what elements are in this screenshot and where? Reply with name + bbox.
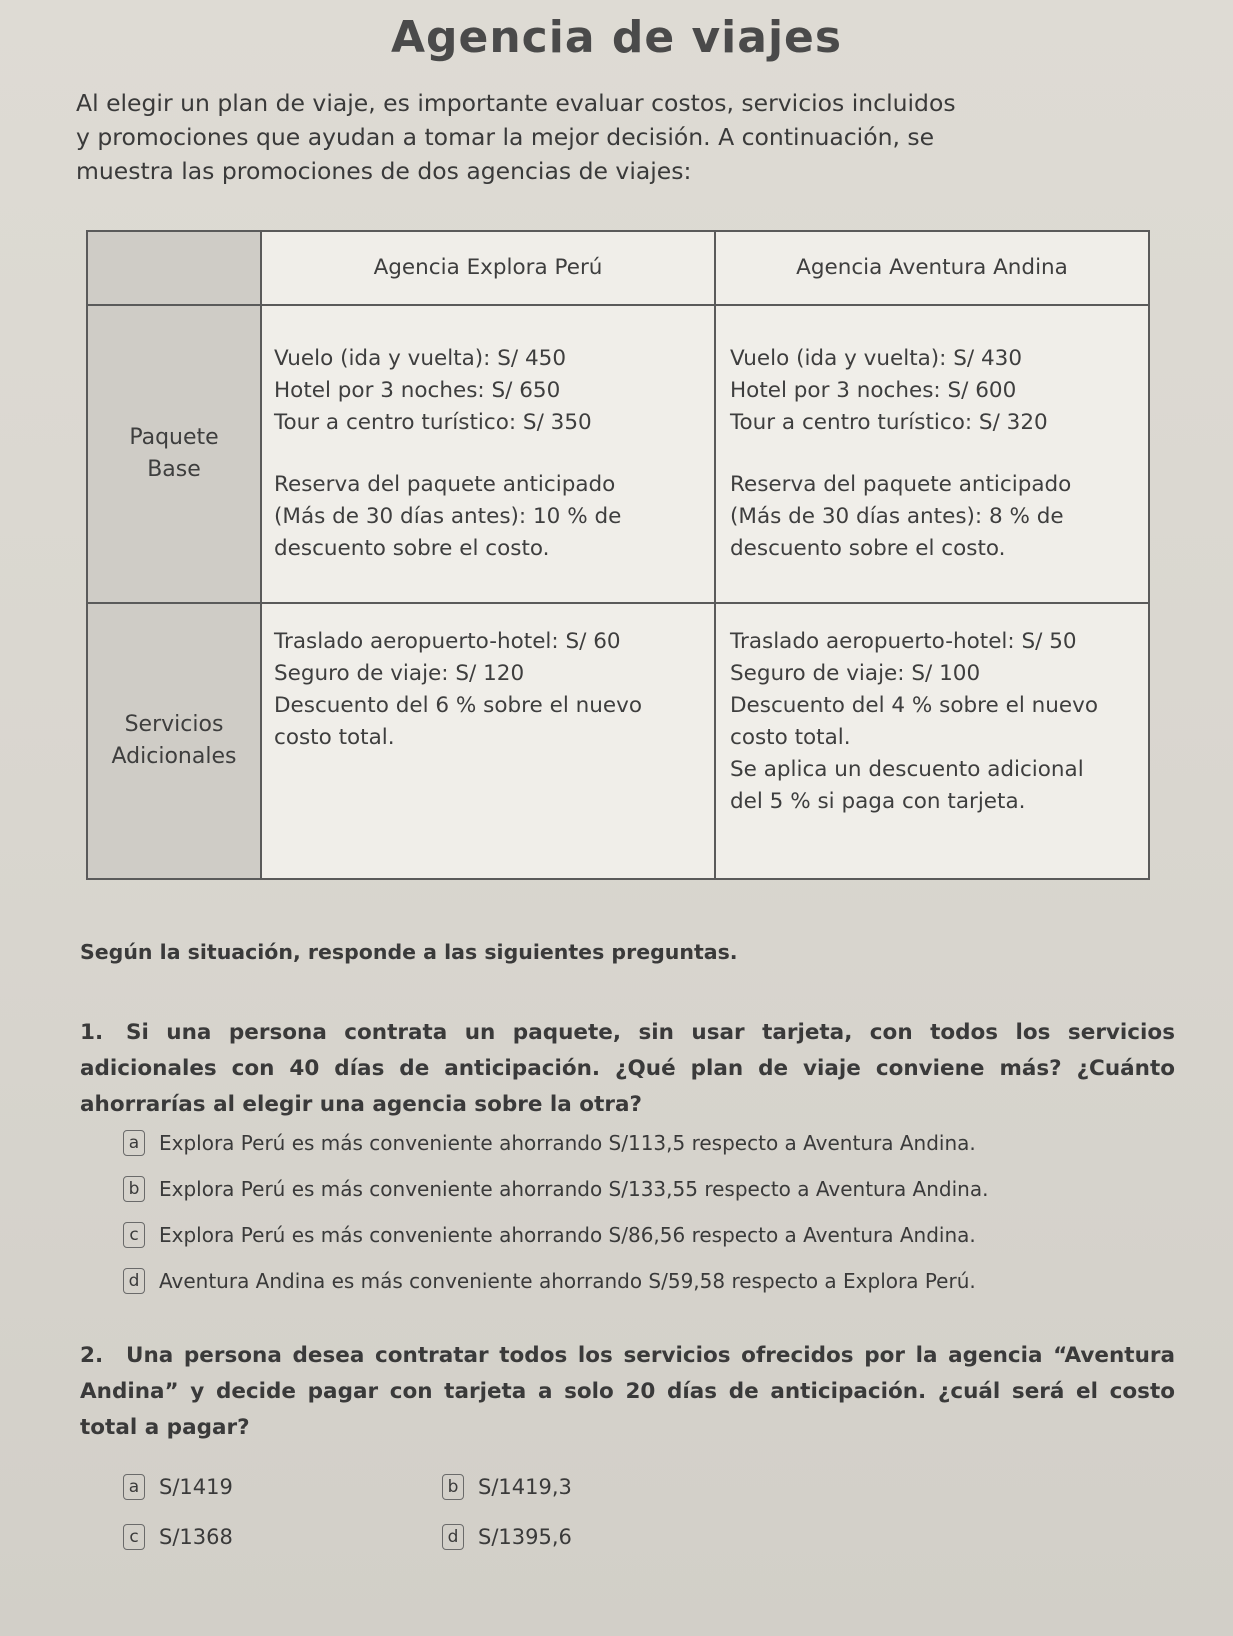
cell-line: Se aplica un descuento adicional — [730, 756, 1084, 782]
instruction-text: Según la situación, responde a las siguientes preguntas. — [80, 940, 738, 964]
row-label-paquete-base — [87, 305, 261, 603]
agencies-comparison-table — [86, 230, 1150, 880]
cell-line: Descuento del 6 % sobre el nuevo — [274, 692, 642, 718]
cell-line: Seguro de viaje: S/ 100 — [730, 660, 981, 686]
cell-explora-servicios — [261, 603, 715, 879]
cell-line: Tour a centro turístico: S/ 320 — [730, 409, 1048, 435]
intro-line: muestra las promociones de dos agencias de viajes: — [76, 157, 692, 185]
question-1 — [80, 1015, 1175, 1123]
option-letter-box: b — [442, 1474, 464, 1500]
row-label-servicios-adicionales — [87, 603, 261, 879]
cell-aventura-paquete-base — [715, 305, 1149, 603]
option-letter-box: c — [123, 1222, 145, 1248]
header-explora-peru: Agencia Explora Perú — [261, 231, 715, 305]
option-text: Explora Perú es más conveniente ahorrando S/113,5 respecto a Aventura Andina. — [159, 1131, 976, 1155]
table-row-servicios-adicionales — [87, 603, 1149, 879]
option-letter-box: d — [123, 1268, 145, 1294]
cell-line: descuento sobre el costo. — [274, 535, 550, 561]
cell-line: Vuelo (ida y vuelta): S/ 430 — [730, 345, 1023, 371]
option-b[interactable] — [123, 1166, 988, 1212]
question-2 — [80, 1338, 1175, 1446]
row-label-line: Servicios — [124, 711, 224, 737]
cell-line: Seguro de viaje: S/ 120 — [274, 660, 525, 686]
question-1-options — [123, 1120, 988, 1304]
intro-line: y promociones que ayudan a tomar la mejor decisión. A continuación, se — [76, 123, 935, 151]
option-text: S/1419,3 — [478, 1475, 572, 1499]
intro-line: Al elegir un plan de viaje, es importante evaluar costos, servicios incluidos — [76, 89, 956, 117]
table-row-paquete-base — [87, 305, 1149, 603]
table-header-row — [87, 231, 1149, 305]
cell-spacer — [274, 439, 704, 469]
option-c[interactable] — [123, 1512, 233, 1562]
question-text: Una persona desea contratar todos los servicios ofrecidos por la agencia “Aventura Andina” y decide pagar con tarjeta a solo 20 días de anticipación. ¿cuál será el costo total a pagar? — [80, 1343, 1175, 1440]
cell-line: Traslado aeropuerto-hotel: S/ 60 — [274, 628, 621, 654]
row-label-line: Base — [147, 456, 201, 482]
option-c[interactable] — [123, 1212, 988, 1258]
cell-line: Traslado aeropuerto-hotel: S/ 50 — [730, 628, 1077, 654]
cell-line: Hotel por 3 noches: S/ 650 — [274, 377, 561, 403]
cell-line: (Más de 30 días antes): 8 % de — [730, 503, 1064, 529]
option-letter-box: c — [123, 1524, 145, 1550]
cell-line: costo total. — [730, 724, 851, 750]
option-text: Explora Perú es más conveniente ahorrando S/133,55 respecto a Aventura Andina. — [159, 1177, 989, 1201]
option-text: S/1419 — [159, 1475, 233, 1499]
page-title: Agencia de viajes — [390, 12, 843, 63]
cell-line: Reserva del paquete anticipado — [730, 471, 1072, 497]
cell-explora-paquete-base — [261, 305, 715, 603]
option-letter-box: d — [442, 1524, 464, 1550]
cell-line: Tour a centro turístico: S/ 350 — [274, 409, 592, 435]
option-a[interactable] — [123, 1462, 233, 1512]
option-letter-box: b — [123, 1176, 145, 1202]
cell-line: del 5 % si paga con tarjeta. — [730, 788, 1026, 814]
option-letter-box: a — [123, 1130, 145, 1156]
cell-line: costo total. — [274, 724, 395, 750]
option-text: S/1395,6 — [478, 1525, 572, 1549]
cell-line: descuento sobre el costo. — [730, 535, 1006, 561]
option-text: S/1368 — [159, 1525, 233, 1549]
option-d[interactable] — [123, 1258, 988, 1304]
cell-spacer — [730, 439, 1138, 469]
question-2-options-left — [123, 1462, 233, 1562]
option-letter-box: a — [123, 1474, 145, 1500]
row-label-line: Paquete — [129, 424, 219, 450]
question-2-options-right — [442, 1462, 572, 1562]
option-a[interactable] — [123, 1120, 988, 1166]
cell-line: Descuento del 4 % sobre el nuevo — [730, 692, 1098, 718]
option-text: Aventura Andina es más conveniente ahorrando S/59,58 respecto a Explora Perú. — [159, 1269, 976, 1293]
option-text: Explora Perú es más conveniente ahorrando S/86,56 respecto a Aventura Andina. — [159, 1223, 976, 1247]
question-number: 2. — [80, 1343, 104, 1368]
intro-paragraph — [76, 86, 1146, 188]
cell-line: Hotel por 3 noches: S/ 600 — [730, 377, 1017, 403]
cell-line: Vuelo (ida y vuelta): S/ 450 — [274, 345, 567, 371]
cell-line: (Más de 30 días antes): 10 % de — [274, 503, 622, 529]
question-number: 1. — [80, 1020, 104, 1045]
cell-line: Reserva del paquete anticipado — [274, 471, 616, 497]
table-corner-cell — [87, 231, 261, 305]
header-aventura-andina: Agencia Aventura Andina — [715, 231, 1149, 305]
option-b[interactable] — [442, 1462, 572, 1512]
question-text: Si una persona contrata un paquete, sin usar tarjeta, con todos los servicios adicionales con 40 días de anticipación. ¿Qué plan de viaje conviene más? ¿Cuánto ahorrarías al elegir una agencia sobre la otra? — [80, 1020, 1175, 1117]
row-label-line: Adicionales — [111, 743, 237, 769]
cell-aventura-servicios — [715, 603, 1149, 879]
option-d[interactable] — [442, 1512, 572, 1562]
